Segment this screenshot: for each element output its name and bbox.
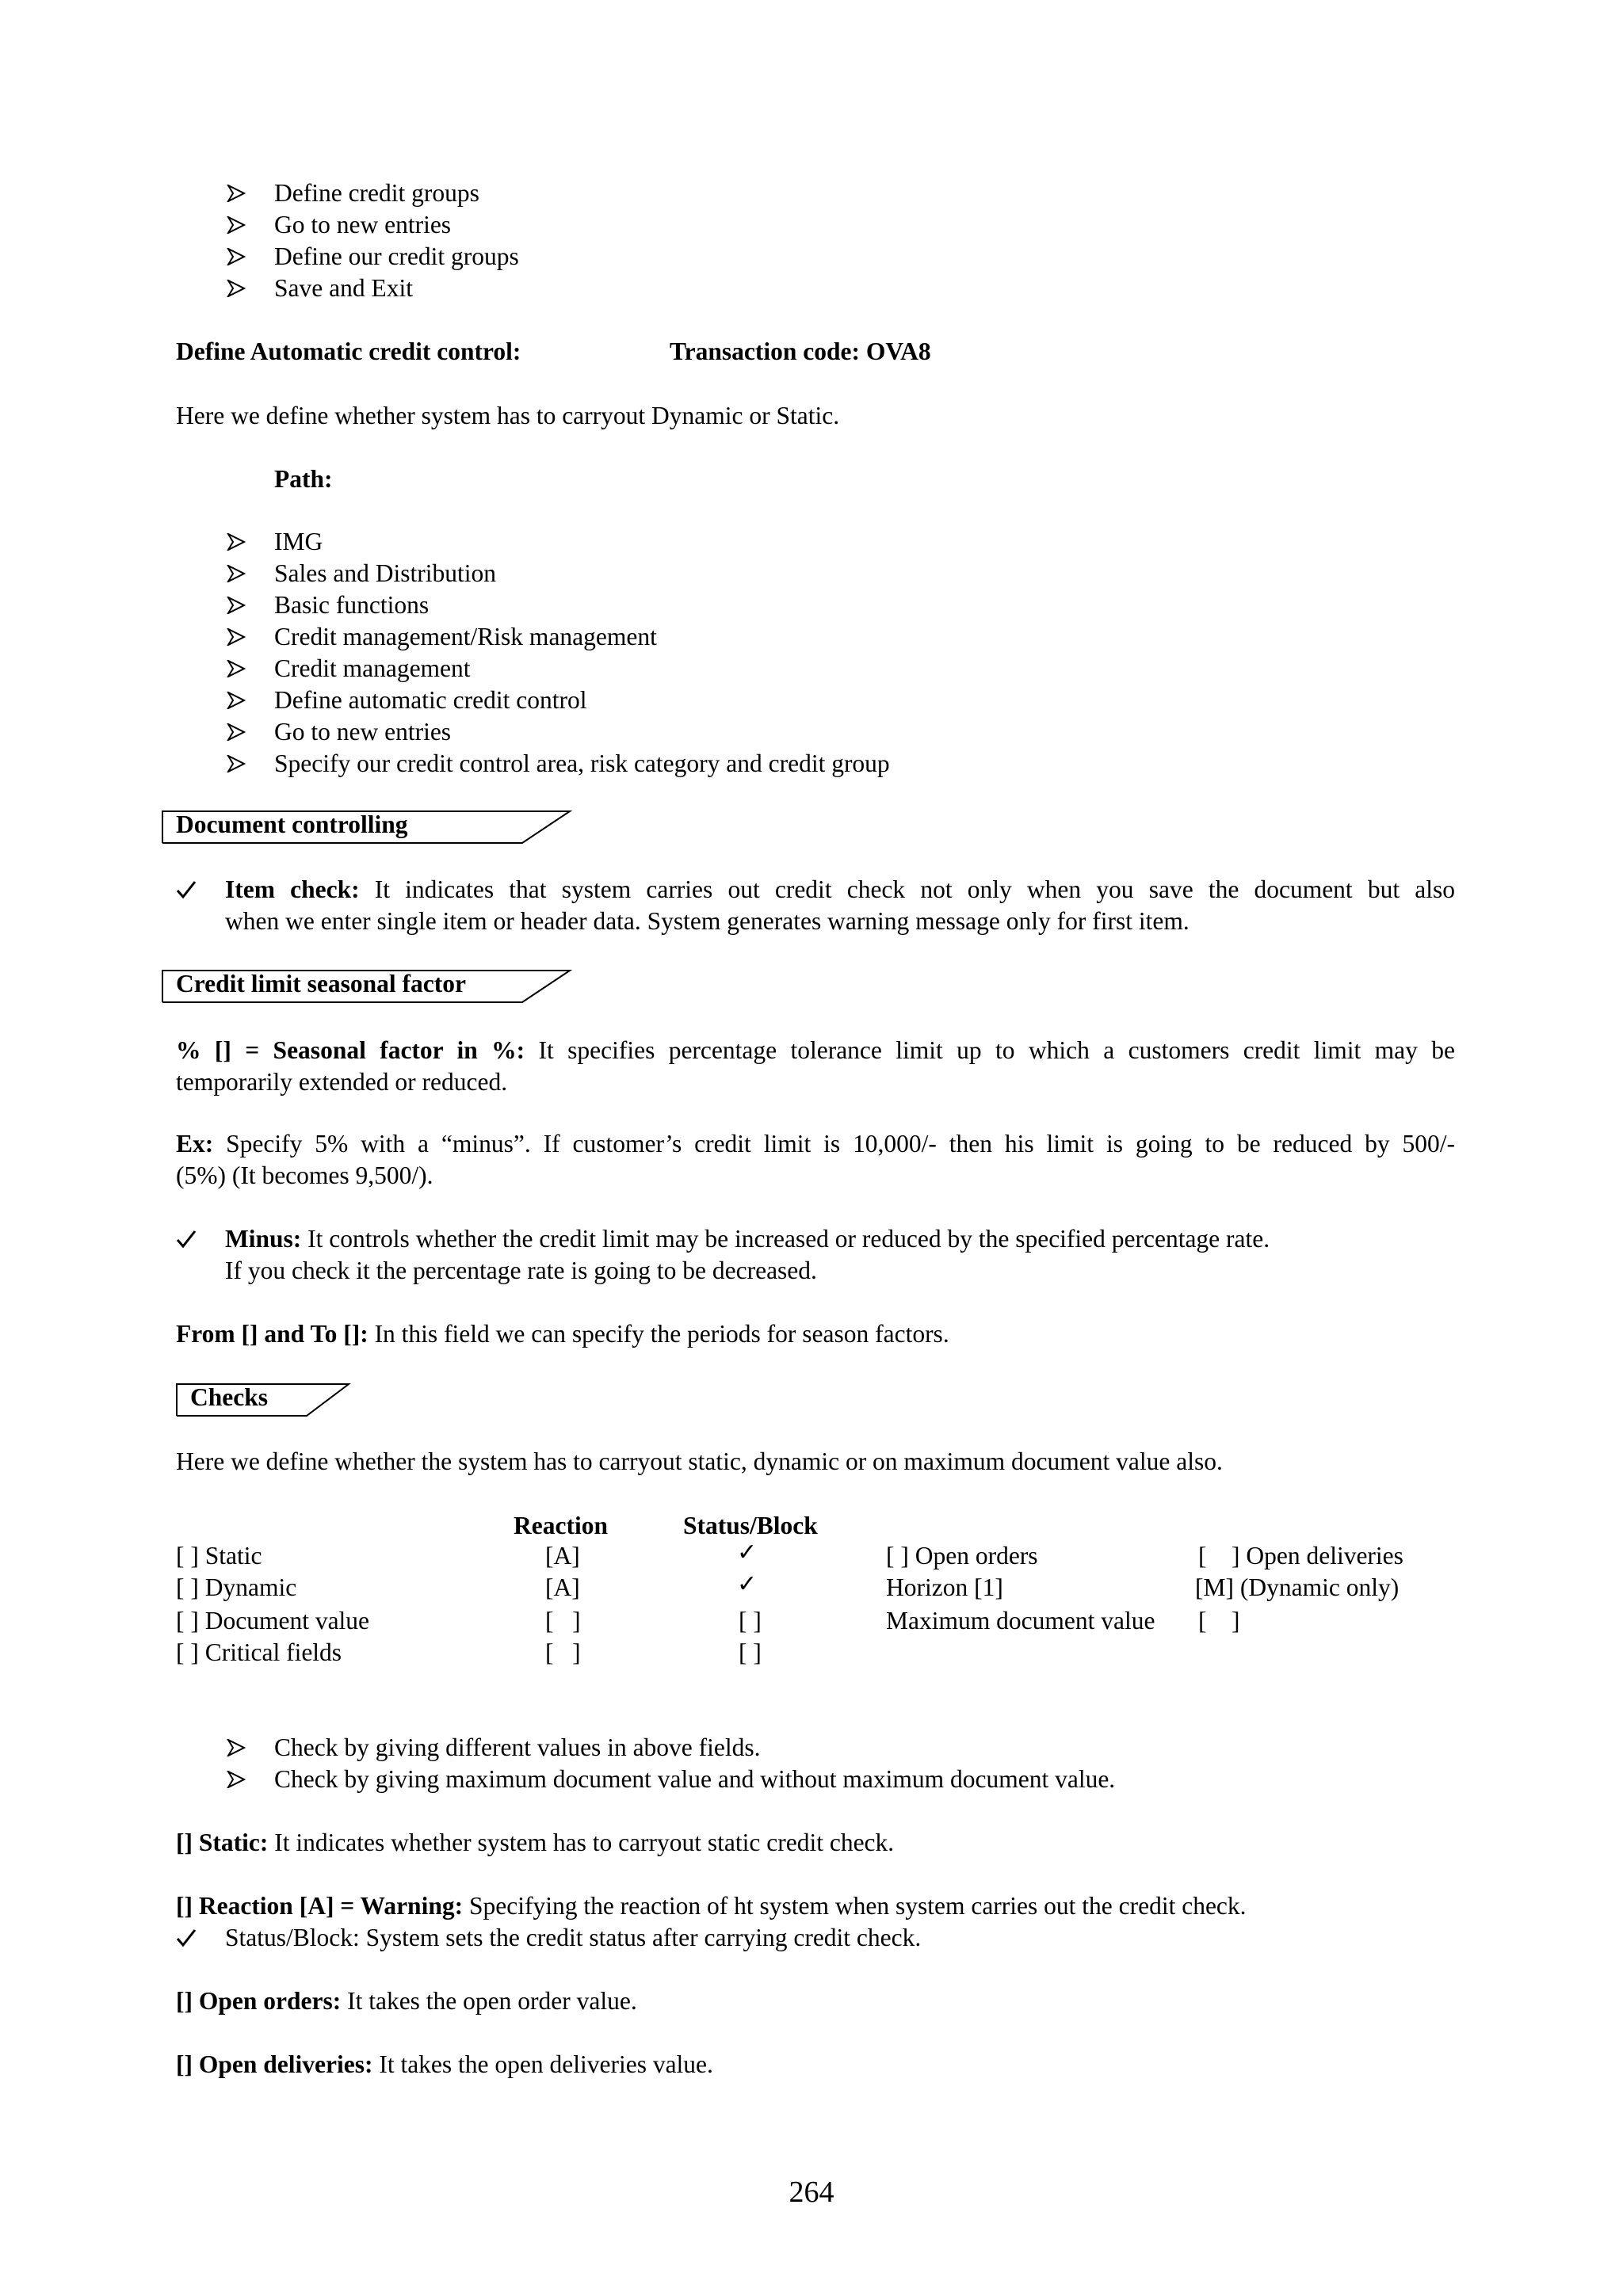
minus-paragraph: Minus: It controls whether the credit limit may be increased or reduced by the specified percentage rate. If you check it the percentage rate is going to be decreased.	[225, 1225, 1270, 1284]
transaction-code: Transaction code: OVA8	[670, 338, 931, 365]
list-item: Define automatic credit control	[227, 685, 890, 716]
list-item: Credit management/Risk management	[227, 621, 890, 653]
list-item: Check by giving different values in above fields.	[227, 1732, 1115, 1764]
arrow-bullet-icon	[227, 685, 250, 716]
status-block-value: [ ]	[739, 1607, 762, 1634]
arrow-bullet-icon	[227, 558, 250, 589]
checks-intro: Here we define whether the system has to carryout static, dynamic or on maximum document value also.	[176, 1447, 1223, 1475]
page-number: 264	[789, 2176, 834, 2209]
horizon-field: Horizon [1]	[886, 1573, 1003, 1601]
table-row-label: [ ] Dynamic	[176, 1573, 297, 1601]
list-item: Go to new entries	[227, 716, 890, 748]
arrow-bullet-icon	[227, 716, 250, 748]
arrow-bullet-icon	[227, 1764, 250, 1795]
open-deliveries-field: [ ] Open deliveries	[1198, 1542, 1403, 1569]
reaction-value: [A]	[545, 1542, 580, 1569]
arrow-bullet-icon	[227, 526, 250, 558]
list-item: IMG	[227, 526, 890, 558]
arrow-bullet-icon	[227, 209, 250, 241]
list-item: Define credit groups	[227, 177, 519, 209]
list-item: Credit management	[227, 653, 890, 685]
list-item: Basic functions	[227, 589, 890, 621]
list-item: Go to new entries	[227, 209, 519, 241]
check-steps-list	[227, 1732, 1115, 1795]
table-row-label: [ ] Static	[176, 1542, 262, 1569]
arrow-bullet-icon	[227, 177, 250, 209]
open-orders-field: [ ] Open orders	[886, 1542, 1038, 1569]
checkmark-icon	[176, 874, 200, 913]
item-check-paragraph: Item check: It indicates that system carries out credit check not only when you save the document but also when we enter single item or header data. System generates warning message only for first item.	[225, 875, 1456, 935]
arrow-bullet-icon	[227, 653, 250, 685]
path-steps-list	[227, 526, 890, 780]
maximum-document-value-label: Maximum document value	[886, 1607, 1155, 1634]
reaction-value: [ ]	[545, 1607, 581, 1634]
column-header-status-block: Status/Block	[683, 1512, 818, 1539]
status-block-value: [ ]	[739, 1638, 762, 1666]
reaction-value: [ ]	[545, 1638, 581, 1666]
arrow-bullet-icon	[227, 241, 250, 273]
define-heading-label: Define Automatic credit control:	[176, 338, 521, 365]
column-header-reaction: Reaction	[514, 1512, 608, 1539]
checkmark-icon	[176, 1922, 200, 1962]
list-item: Sales and Distribution	[227, 558, 890, 589]
checkmark-icon	[176, 1223, 200, 1263]
list-item: Check by giving maximum document value and without maximum document value.	[227, 1764, 1115, 1795]
intro-text: Here we define whether system has to carryout Dynamic or Static.	[176, 402, 840, 429]
reaction-definition: [] Reaction [A] = Warning: Specifying the reaction of ht system when system carries out the credit check.	[176, 1892, 1247, 1920]
arrow-bullet-icon	[227, 1732, 250, 1764]
section-title: Credit limit seasonal factor	[176, 970, 466, 997]
section-banner-checks	[176, 1382, 352, 1413]
list-item: Specify our credit control area, risk category and credit group	[227, 748, 890, 780]
arrow-bullet-icon	[227, 273, 250, 304]
static-definition: [] Static: It indicates whether system has to carryout static credit check.	[176, 1829, 895, 1856]
reaction-value: [A]	[545, 1573, 580, 1601]
arrow-bullet-icon	[227, 589, 250, 621]
status-block-checkmark: ✓	[737, 1570, 758, 1598]
section-title: Document controlling	[176, 810, 408, 838]
section-title: Checks	[190, 1383, 269, 1411]
table-row-label: [ ] Critical fields	[176, 1638, 342, 1666]
seasonal-factor-paragraph: % [] = Seasonal factor in %: It specifies percentage tolerance limit up to which a customers credit limit may be temporarily extended or reduced.	[176, 1036, 1456, 1096]
maximum-document-value-field: [ ]	[1198, 1607, 1240, 1634]
section-banner-seasonal-factor	[162, 968, 574, 1000]
path-label: Path:	[274, 465, 333, 493]
arrow-bullet-icon	[227, 748, 250, 780]
example-paragraph: Ex: Specify 5% with a “minus”. If customer’s credit limit is 10,000/- then his limit is going to be reduced by 500/- (5%) (It becomes 9,500/).	[176, 1130, 1456, 1189]
status-block-definition: Status/Block: System sets the credit status after carrying credit check.	[225, 1924, 922, 1951]
open-orders-definition: [] Open orders: It takes the open order value.	[176, 1987, 637, 2015]
table-row-label: [ ] Document value	[176, 1607, 370, 1634]
status-block-checkmark: ✓	[737, 1539, 758, 1566]
from-to-paragraph: From [] and To []: In this field we can specify the periods for season factors.	[176, 1320, 949, 1348]
list-item: Save and Exit	[227, 273, 519, 304]
dynamic-only-field: [M] (Dynamic only)	[1195, 1573, 1400, 1601]
section-banner-document-controlling	[162, 809, 574, 841]
arrow-bullet-icon	[227, 621, 250, 653]
top-steps-list	[227, 177, 519, 304]
list-item: Define our credit groups	[227, 241, 519, 273]
open-deliveries-definition: [] Open deliveries: It takes the open deliveries value.	[176, 2050, 713, 2078]
